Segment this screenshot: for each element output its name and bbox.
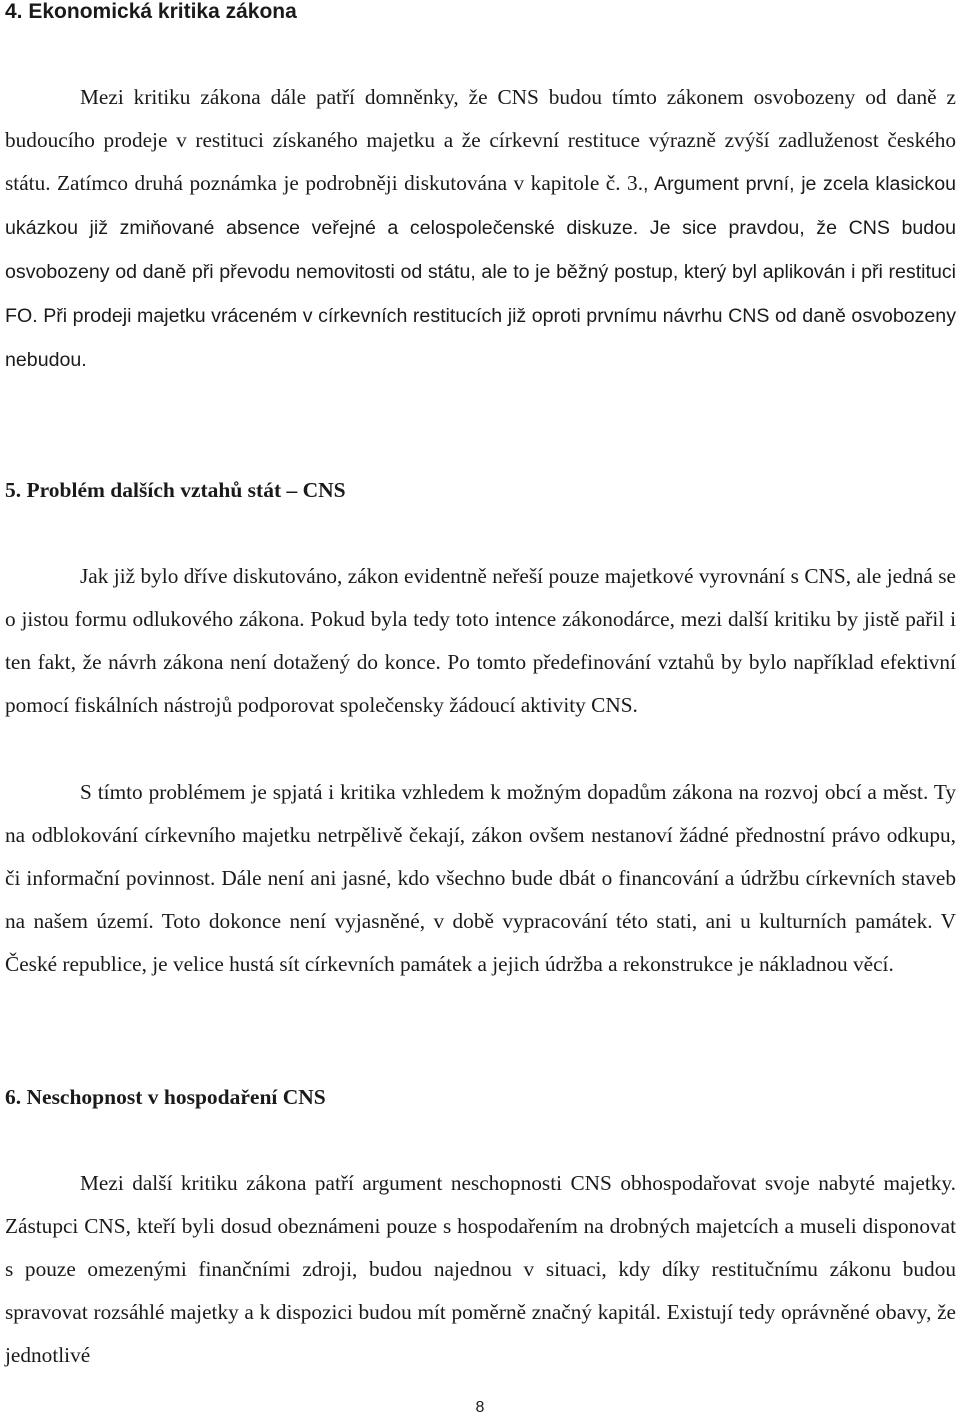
- s5-p2-text-5: V České republice, je velice hustá sít církevních památek a jejich údržba a rekonstrukce je nákladnou věcí.: [5, 909, 956, 976]
- s5-p2-text-4: Toto dokonce není vyjasněné, v době vypracování této stati, ani u kulturních památek.: [153, 909, 933, 933]
- s6-text-2: Zástupci CNS, kteří byli dosud obeznámeni pouze s hospodařením na drobných majetcích a museli disponovat s pouze omezenými finančními zdroji, budou najednou v situaci, kdy díky restitučnímu zákonu budou spravovat rozsáhlé majetky a k dispozici budou mít poměrně značný kapitál.: [5, 1214, 956, 1324]
- s4-text-2: , Argument první, je zcela klasickou ukázkou již zmiňované absence veřejné a celospolečenské diskuze.: [5, 173, 956, 239]
- s5-p2-text-3: Dále není ani jasné, kdo všechno bude dbát o financování a údržbu církevních staveb na našem území.: [5, 866, 956, 933]
- page-number: 8: [475, 1399, 485, 1416]
- s4-text-4: Při prodeji majetku vráceném v církevních restitucích již oproti prvnímu návrhu CNS od daně osvobozeny nebudou.: [5, 305, 956, 371]
- s4-text-1: Mezi kritiku zákona dále patří domněnky, že CNS budou tímto zákonem osvobozeny od daně z budoucího prodeje v restituci získaného majetku a že církevní restituce výrazně zvýší zadluženost českého státu. Zatímco druhá poznámka je podrobněji diskutována v kapitole č. 3.: [5, 85, 956, 195]
- s5-p2-text-1: S tímto problémem je spjatá i kritika vzhledem k možným dopadům zákona na rozvoj obcí a měst.: [80, 780, 929, 804]
- s5-p1-text-3: Po tomto předefinování vztahů by bylo například efektivní pomocí fiskálních nástrojů podporovat společensky žádoucí aktivity CNS.: [5, 650, 956, 717]
- s6-text-3: Existují tedy oprávněné obavy, že jednotlivé: [5, 1300, 956, 1367]
- s6-text-1: Mezi další kritiku zákona patří argument neschopnosti CNS obhospodařovat svoje nabyté majetky.: [80, 1171, 956, 1195]
- section-4-paragraph: [5, 76, 956, 382]
- s4-text-3: Je sice pravdou, že CNS budou osvobozeny od daně při převodu nemovitosti od státu, ale to je běžný postup, který byl aplikován i při restituci FO.: [5, 217, 956, 327]
- s5-p1-text-1: Jak již bylo dříve diskutováno, zákon evidentně neřeší pouze majetkové vyrovnání s CNS, ale jedná se o jistou formu odlukového zákona.: [5, 564, 956, 631]
- s5-p2-text-2: Ty na odblokování církevního majetku netrpělivě čekají, zákon ovšem nestanoví žádné přednostní právo odkupu, či informační povinnost.: [5, 780, 956, 890]
- section-6-heading: 6. Neschopnost v hospodaření CNS: [5, 1085, 326, 1109]
- section-5-paragraph-2: [5, 771, 956, 986]
- section-6-paragraph: [5, 1162, 956, 1377]
- section-5-heading: 5. Problém dalších vztahů stát – CNS: [5, 478, 346, 502]
- s5-p1-text-2: Pokud byla tedy toto intence zákonodárce, mezi další kritiku by jistě pařil i ten fakt, že návrh zákona není dotažený do konce.: [5, 607, 956, 674]
- section-5-paragraph-1: [5, 555, 956, 727]
- section-4-heading: 4. Ekonomická kritika zákona: [5, 0, 297, 23]
